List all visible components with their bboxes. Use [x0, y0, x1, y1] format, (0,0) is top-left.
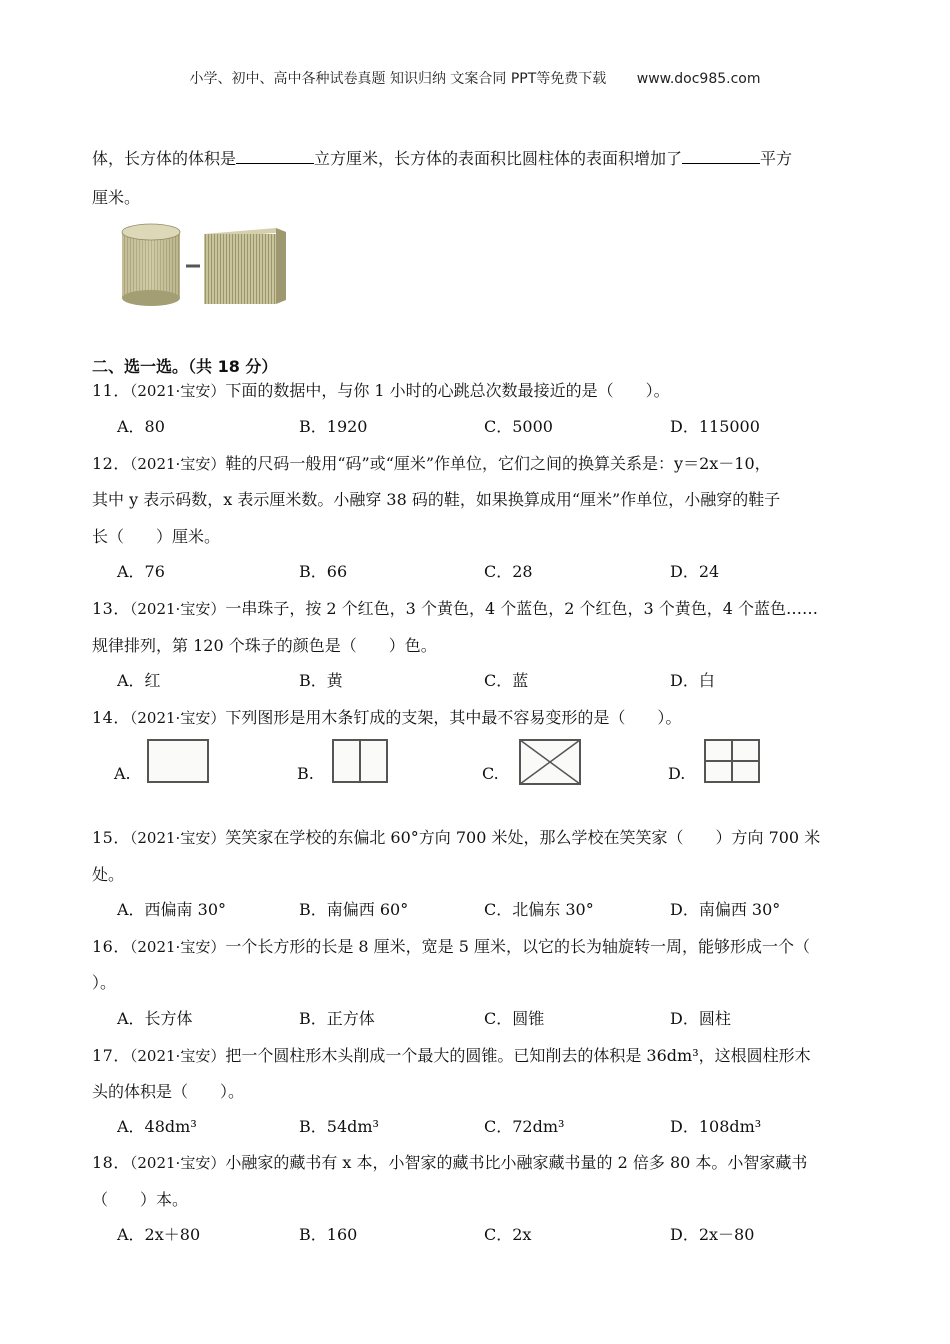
option-c: C．72dm³ [484, 1117, 565, 1136]
option-c: C．2x [484, 1225, 532, 1244]
cylinder-shape [122, 224, 180, 306]
question-text: 一个长方形的长是 8 厘米，宽是 5 厘米，以它的长为轴旋转一周，能够形成一个（ [225, 937, 811, 956]
question-17 [92, 1043, 811, 1066]
option-a: A．2x＋80 [117, 1225, 201, 1244]
header-text: 小学、初中、高中各种试卷真题 知识归纳 文案合同 PPT等免费下载 [189, 71, 607, 87]
question-18 [92, 1150, 807, 1173]
option-a: A. [114, 764, 131, 783]
question-source: （2021·宝安） [129, 600, 226, 618]
question-number: 11． [92, 381, 130, 400]
question-15 [92, 825, 820, 848]
option-a: A．红 [117, 671, 161, 690]
cuboid-shape [204, 228, 286, 304]
option-d: D．南偏西 30° [670, 900, 781, 919]
option-c: C．28 [484, 562, 533, 581]
question-14 [92, 705, 681, 728]
option-d: D．圆柱 [670, 1009, 731, 1028]
option-b: B．1920 [299, 417, 368, 436]
frame-grid-figure [703, 738, 761, 784]
frame-rectangle-figure [146, 738, 210, 784]
question-source: （2021·宝安） [129, 382, 226, 400]
option-b: B. [297, 764, 314, 783]
option-b: B．160 [299, 1225, 358, 1244]
option-a: A．长方体 [117, 1009, 193, 1028]
page-header [0, 68, 950, 88]
question-text-line: 规律排列，第 120 个珠子的颜色是（ ）色。 [92, 636, 437, 655]
answer-blank [236, 149, 314, 164]
answer-blank [682, 149, 760, 164]
question-11 [92, 378, 670, 401]
question-source: （2021·宝安） [129, 829, 226, 847]
question-number: 16． [92, 937, 130, 956]
q10-text-a: 体，长方体的体积是 [92, 149, 237, 168]
question-13 [92, 596, 818, 619]
section-title: 二、选一选。（共 18 分） [92, 357, 278, 376]
question-text: 鞋的尺码一般用“码”或“厘米”作单位，它们之间的换算关系是：y＝2x－10， [225, 454, 771, 473]
question-text: 小融家的藏书有 x 本，小智家的藏书比小融家藏书量的 2 倍多 80 本。小智家藏书 [225, 1153, 808, 1172]
question-number: 12． [92, 454, 130, 473]
option-b: B．黄 [299, 671, 343, 690]
option-a: A．48dm³ [117, 1117, 197, 1136]
question-source: （2021·宝安） [129, 1154, 226, 1172]
option-c: C. [482, 764, 499, 783]
option-b: B．54dm³ [299, 1117, 379, 1136]
question-text: 一串珠子，按 2 个红色，3 个黄色，4 个蓝色，2 个红色，3 个黄色，4 个蓝色…… [225, 599, 819, 618]
frame-split-figure [331, 738, 389, 784]
question-text: 把一个圆柱形木头削成一个最大的圆锥。已知削去的体积是 36dm³，这根圆柱形木 [225, 1046, 811, 1065]
option-c: C．北偏东 30° [484, 900, 594, 919]
frame-diagonal-figure [518, 738, 582, 786]
option-d: D．108dm³ [670, 1117, 762, 1136]
question-number: 14． [92, 708, 130, 727]
question-number: 17． [92, 1046, 130, 1065]
option-d: D. [668, 764, 686, 783]
question-text-line: （ ）本。 [92, 1190, 189, 1209]
option-a: A．76 [117, 562, 165, 581]
question-source: （2021·宝安） [129, 1047, 226, 1065]
option-d: D．24 [670, 562, 720, 581]
cylinder-cuboid-figure [118, 218, 290, 310]
question-text: 下面的数据中，与你 1 小时的心跳总次数最接近的是（ ）。 [225, 381, 670, 400]
option-b: B．南偏西 60° [299, 900, 409, 919]
question-text-line: 长（ ）厘米。 [92, 527, 221, 546]
question-text: 笑笑家在学校的东偏北 60°方向 700 米处，那么学校在笑笑家（ ）方向 700 米 [225, 828, 821, 847]
question-16 [92, 934, 810, 957]
option-c: C．5000 [484, 417, 553, 436]
question-text: 下列图形是用木条钉成的支架，其中最不容易变形的是（ ）。 [225, 708, 682, 727]
question-text-line: ）。 [92, 973, 117, 992]
q10-line2: 厘米。 [92, 188, 141, 207]
question-12 [92, 451, 771, 474]
option-c: C．蓝 [484, 671, 529, 690]
question-number: 13． [92, 599, 130, 618]
option-d: D．115000 [670, 417, 760, 436]
option-b: B．66 [299, 562, 348, 581]
option-d: D．白 [670, 671, 715, 690]
header-site: www.doc985.com [636, 71, 761, 87]
question-text-line: 其中 y 表示码数，x 表示厘米数。小融穿 38 码的鞋，如果换算成用“厘米”作单位，小融穿的鞋子 [92, 490, 781, 509]
question-source: （2021·宝安） [129, 455, 226, 473]
option-b: B．正方体 [299, 1009, 375, 1028]
q10-text-c: 平方 [760, 149, 793, 168]
question-number: 18． [92, 1153, 130, 1172]
option-a: A．80 [117, 417, 165, 436]
question-source: （2021·宝安） [129, 709, 226, 727]
option-a: A．西偏南 30° [117, 900, 227, 919]
question-text-line: 头的体积是（ ）。 [92, 1082, 245, 1101]
q10-text-b: 立方厘米，长方体的表面积比圆柱体的表面积增加了 [314, 149, 683, 168]
option-d: D．2x－80 [670, 1225, 755, 1244]
question-text-line: 处。 [92, 865, 125, 884]
question-source: （2021·宝安） [129, 938, 226, 956]
q10-line1 [92, 146, 792, 169]
option-c: C．圆锥 [484, 1009, 545, 1028]
question-number: 15． [92, 828, 130, 847]
